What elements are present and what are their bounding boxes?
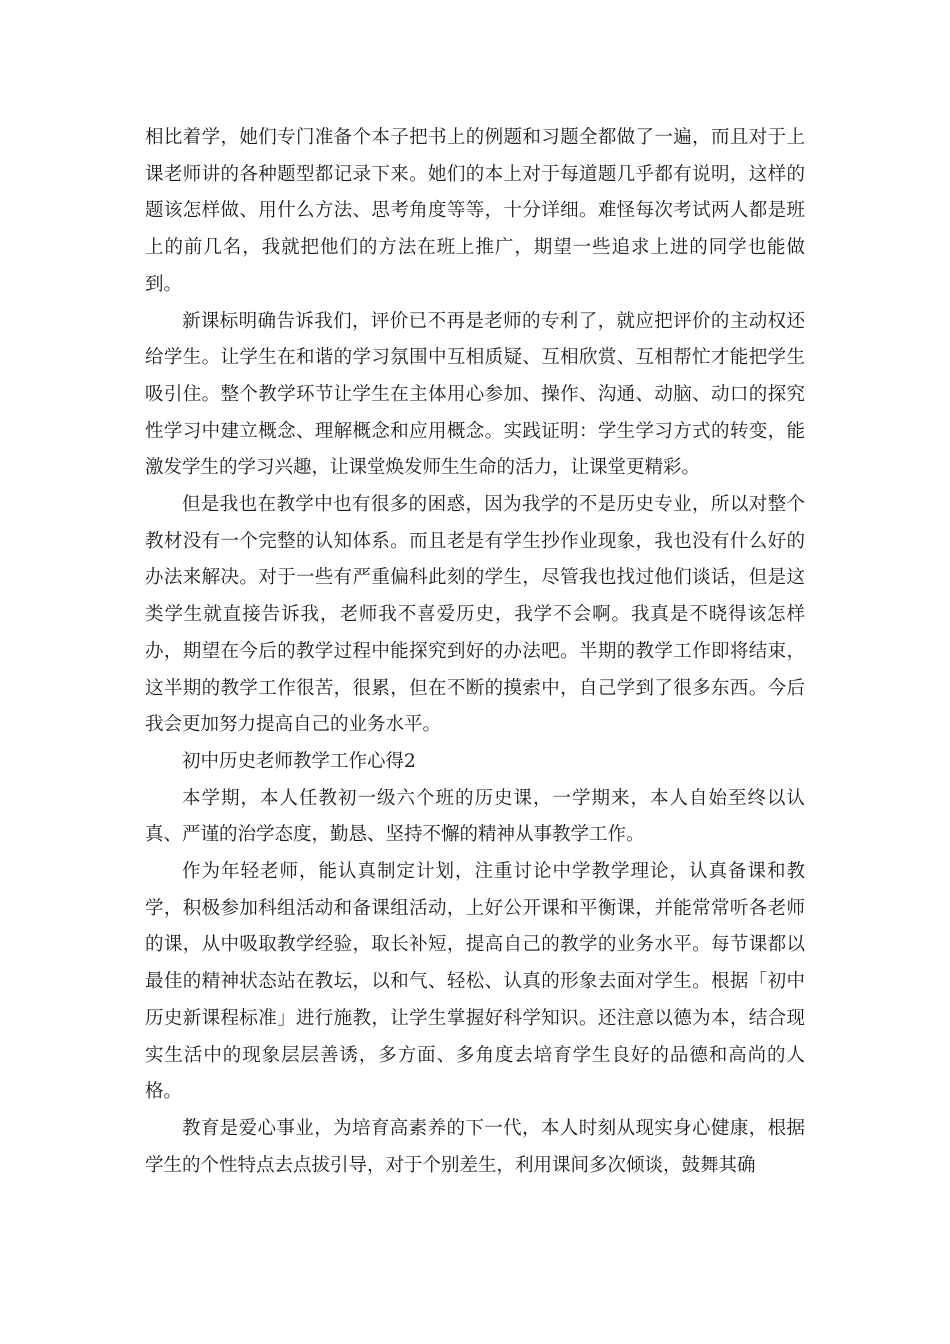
- section-heading: 初中历史老师教学工作心得2: [182, 750, 416, 772]
- document-body: [145, 120, 805, 1184]
- paragraph-continued: 相比着学，她们专门准备个本子把书上的例题和习题全都做了一遍，而且对于上课老师讲的各种题型都记录下来。她们的本上对于每道题几乎都有说明，这样的题该怎样做、用什么方法、思考角度等等，十分详细。难怪每次考试两人都是班上的前几名，我就把他们的方法在班上推广，期望一些追求上进的同学也能做到。: [145, 127, 805, 295]
- paragraph-semester: 本学期，本人任教初一级六个班的历史课，一学期来，本人自始至终以认真、严谨的治学态度，勤恳、坚持不懈的精神从事教学工作。: [145, 787, 805, 846]
- paragraph-education-love: 教育是爱心事业，为培育高素养的下一代，本人时刻从现实身心健康，根据学生的个性特点去点拔引导，对于个别差生，利用课间多次倾谈，鼓舞其确: [145, 1117, 805, 1176]
- paragraph-difficulties: 但是我也在教学中也有很多的困惑，因为我学的不是历史专业，所以对整个教材没有一个完整的认知体系。而且老是有学生抄作业现象，我也没有什么好的办法来解决。对于一些有严重偏科此刻的学生，尽管我也找过他们谈话，但是这类学生就直接告诉我，老师我不喜爱历史，我学不会啊。我真是不晓得该怎样办，期望在今后的教学过程中能探究到好的办法吧。半期的教学工作即将结束，这半期的教学工作很苦，很累，但在不断的摸索中，自己学到了很多东西。今后我会更加努力提高自己的业务水平。: [145, 494, 805, 736]
- paragraph-evaluation: 新课标明确告诉我们，评价已不再是老师的专利了，就应把评价的主动权还给学生。让学生在和谐的学习氛围中互相质疑、互相欣赏、互相帮忙才能把学生吸引住。整个教学环节让学生在主体用心参加、操作、沟通、动脑、动口的探究性学习中建立概念、理解概念和应用概念。实践证明：学生学习方式的转变，能激发学生的学习兴趣，让课堂焕发师生生命的活力，让课堂更精彩。: [145, 310, 805, 479]
- paragraph-young-teacher: 作为年轻老师，能认真制定计划，注重讨论中学教学理论，认真备课和教学，积极参加科组活动和备课组活动，上好公开课和平衡课，并能常常听各老师的课，从中吸取教学经验，取长补短，提高自己的教学的业务水平。每节课都以最佳的精神状态站在教坛，以和气、轻松、认真的形象去面对学生。根据「初中历史新课程标准」进行施教，让学生掌握好科学知识。还注意以德为本，结合现实生活中的现象层层善诱，多方面、多角度去培育学生良好的品德和高尚的人格。: [145, 861, 805, 1103]
